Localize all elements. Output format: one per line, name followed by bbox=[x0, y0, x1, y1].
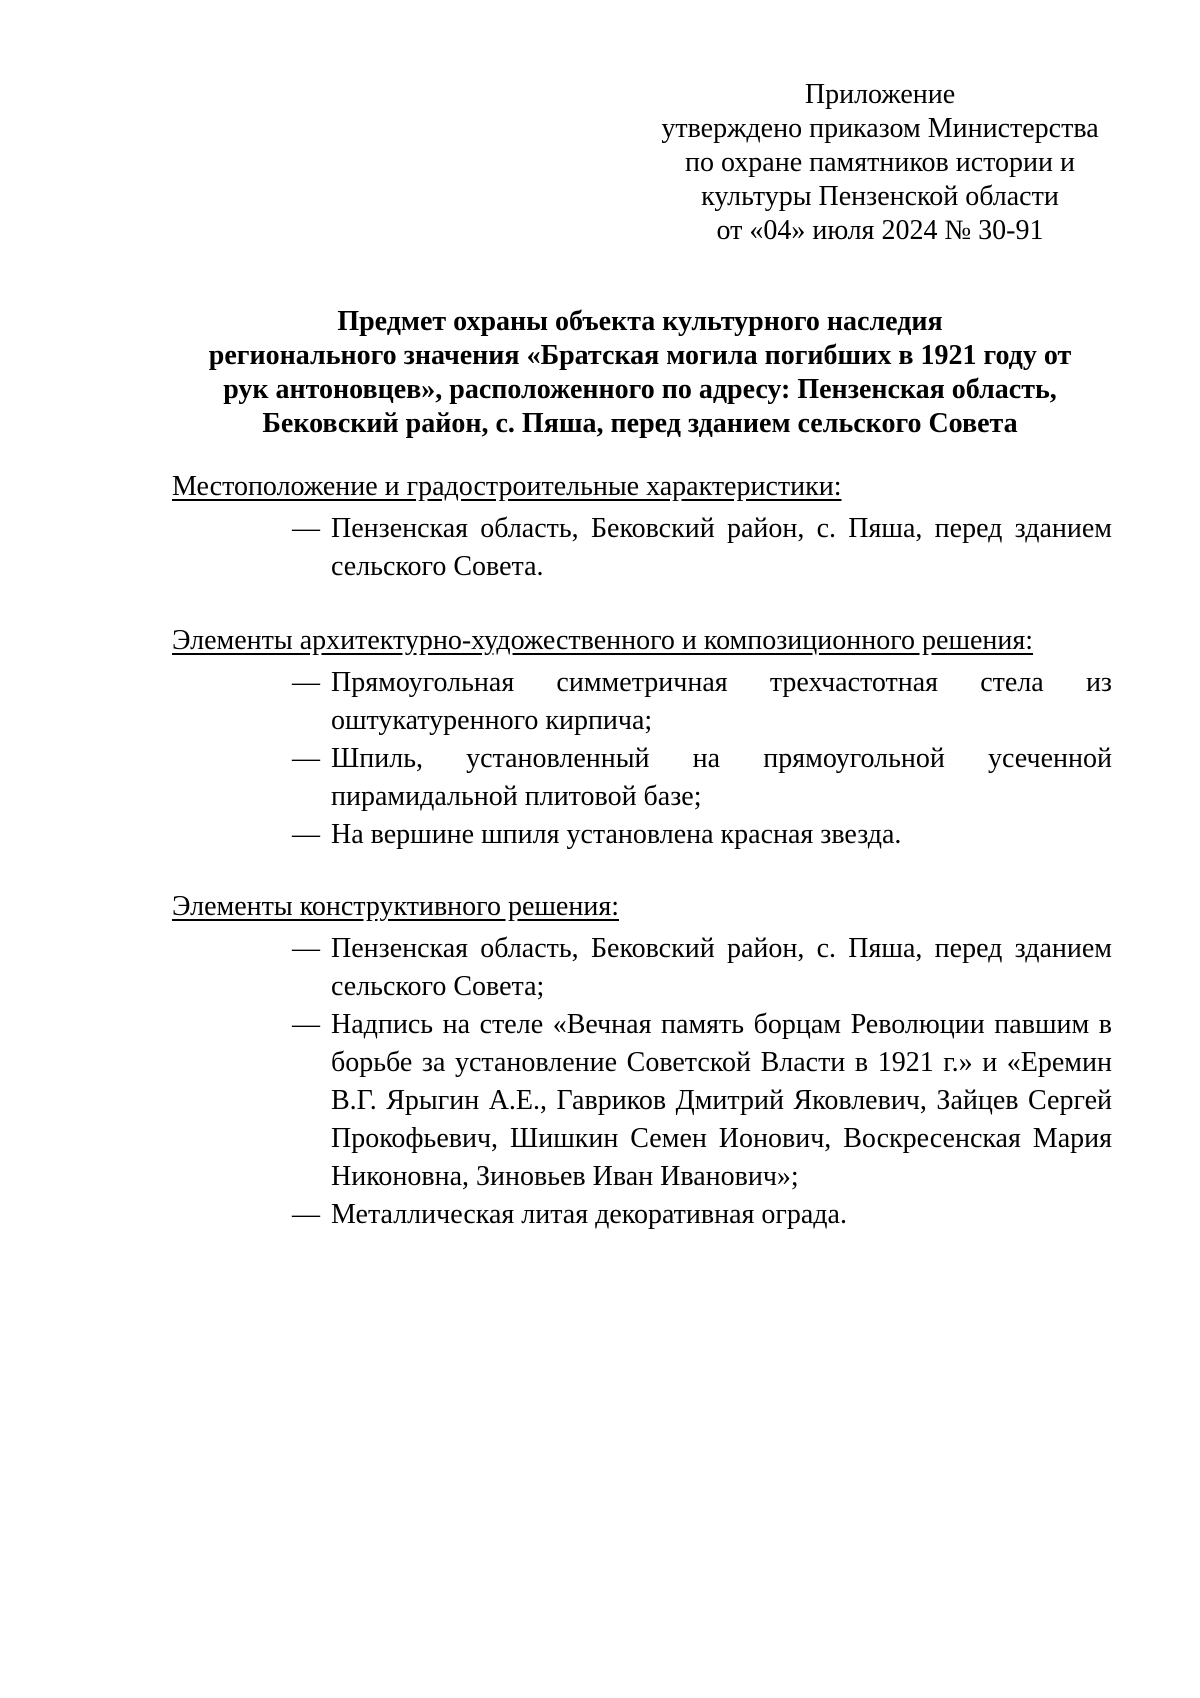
section-items bbox=[172, 510, 1112, 586]
list-item-text: Шпиль, установленный на прямоугольной усеченной пирамидальной плитовой базе; bbox=[331, 743, 1112, 812]
list-item-text: Прямоугольная симметричная трехчастотная стела из оштукатуренного кирпича; bbox=[331, 667, 1112, 736]
list-item bbox=[172, 816, 1112, 854]
dash-bullet: — bbox=[292, 1199, 320, 1230]
list-item-text: На вершине шпиля установлена красная звезда. bbox=[331, 819, 902, 850]
list-item bbox=[172, 1196, 1112, 1234]
title-line: Бековский район, с. Пяша, перед зданием сельского Совета bbox=[262, 408, 1018, 439]
approval-line: Приложение bbox=[804, 79, 956, 110]
dash-bullet: — bbox=[292, 513, 320, 544]
list-item bbox=[172, 664, 1112, 740]
list-item-text: Металлическая литая декоративная ограда. bbox=[331, 1199, 847, 1230]
list-item bbox=[172, 510, 1112, 586]
dash-bullet: — bbox=[292, 667, 320, 698]
title-line: регионального значения «Братская могила погибших в 1921 году от bbox=[208, 340, 1072, 371]
approval-line: утверждено приказом Министерства bbox=[661, 113, 1099, 144]
title-line: Предмет охраны объекта культурного наследия bbox=[337, 306, 943, 337]
section-heading: Элементы архитектурно-художественного и композиционного решения: bbox=[172, 625, 1034, 656]
document-title bbox=[170, 305, 1110, 441]
approval-line: культуры Пензенской области bbox=[701, 181, 1059, 212]
approval-block bbox=[630, 78, 1130, 248]
title-line: рук антоновцев», расположенного по адресу: Пензенская область, bbox=[223, 374, 1057, 405]
list-item-text: Надпись на стеле «Вечная память борцам Революции павшим в борьбе за установление Советской Власти в 1921 г.» и «Еремин В.Г. Ярыгин А.Е., Гавриков Дмитрий Яковлевич, Зайцев Сергей Прокофьевич, Шишкин Семен Ионович, Воскресенская Мария Никоновна, Зиновьев Иван Иванович»; bbox=[331, 1009, 1112, 1192]
list-item bbox=[172, 740, 1112, 816]
section-architecture bbox=[172, 624, 1112, 854]
section-heading: Элементы конструктивного решения: bbox=[172, 891, 619, 922]
section-location bbox=[172, 470, 1112, 586]
approval-line: от «04» июля 2024 № 30-91 bbox=[716, 215, 1044, 246]
approval-line: по охране памятников истории и bbox=[685, 147, 1075, 178]
dash-bullet: — bbox=[292, 743, 320, 774]
list-item bbox=[172, 1006, 1112, 1196]
list-item bbox=[172, 930, 1112, 1006]
section-items bbox=[172, 664, 1112, 854]
dash-bullet: — bbox=[292, 933, 320, 964]
section-construction bbox=[172, 890, 1112, 1234]
section-items bbox=[172, 930, 1112, 1234]
list-item-text: Пензенская область, Бековский район, с. Пяша, перед зданием сельского Совета. bbox=[331, 513, 1112, 582]
section-heading: Местоположение и градостроительные характеристики: bbox=[172, 471, 842, 502]
dash-bullet: — bbox=[292, 1009, 320, 1040]
dash-bullet: — bbox=[292, 819, 320, 850]
list-item-text: Пензенская область, Бековский район, с. Пяша, перед зданием сельского Совета; bbox=[331, 933, 1112, 1002]
